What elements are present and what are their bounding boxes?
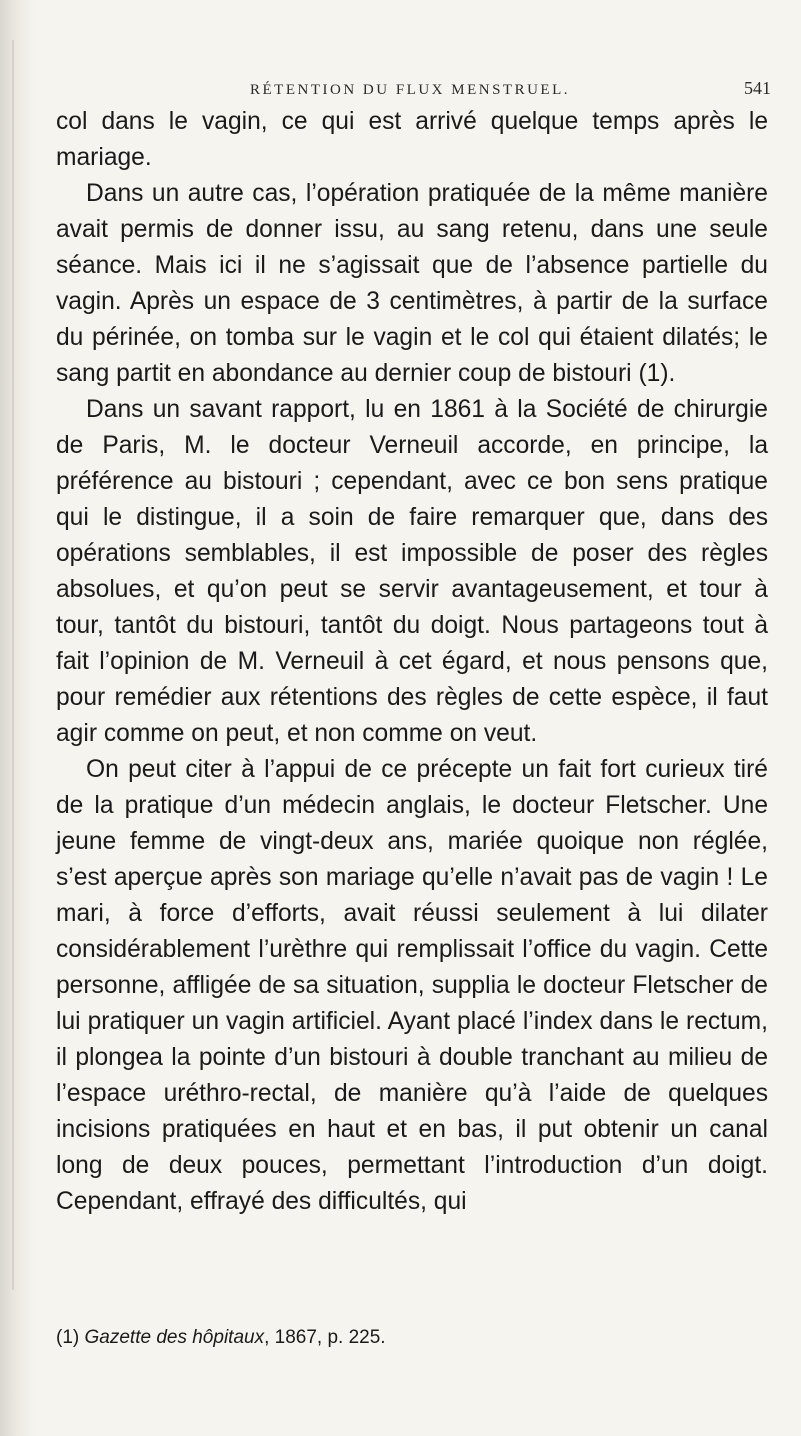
footnote-journal: Gazette des hôpitaux (84, 1327, 265, 1348)
paragraph-3: Dans un savant rapport, lu en 1861 à la Société de chirurgie de Paris, M. le docteur Verneuil accorde, en principe, la préférence au bistouri ; cependant, avec ce bon sens pratique qui le distingue, il a soin de faire remarquer que, dans des opérations semblables, il est impossible de poser des règles absolues, et qu’on peut se servir avantageusement, et tour à tour, tantôt du bistouri, tantôt du doigt. Nous partageons tout à fait l’opinion de M. Verneuil à cet égard, et nous pensons que, pour remédier aux rétentions des règles de cette espèce, il faut agir comme on peut, et non comme on veut. (56, 396, 768, 747)
footnote (56, 1327, 768, 1349)
running-head: RÉTENTION DU FLUX MENSTRUEL. (250, 82, 570, 98)
paragraph-2: Dans un autre cas, l’opération pratiquée de la même manière avait permis de donner issu, au sang retenu, dans une seule séance. Mais ici il ne s’agissait que de l’absence partielle du vagin. Après un espace de 3 centimètres, à partir de la surface du périnée, on tomba sur le vagin et le col qui étaient dilatés; le sang partit en abondance au dernier coup de bistouri (1). (56, 180, 768, 387)
binding-shadow (0, 0, 34, 1436)
paragraph-4: On peut citer à l’appui de ce précepte un fait fort curieux tiré de la pratique d’un médecin anglais, le docteur Fletscher. Une jeune femme de vingt-deux ans, mariée quoique non réglée, s’est aperçue après son mariage qu’elle n’avait pas de vagin ! Le mari, à force d’efforts, avait réussi seulement à lui dilater considérablement l’urèthre qui remplissait l’office du vagin. Cette personne, affligée de sa situation, supplia le docteur Fletscher de lui pratiquer un vagin artificiel. Ayant placé l’index dans le rectum, il plongea la pointe d’un bistouri à double tranchant au milieu de l’espace uréthro-rectal, de manière qu’à l’aide de quelques incisions pratiquées en haut et en bas, il put obtenir un canal long de deux pouces, permettant l’introduction d’un doigt. Cependant, effrayé des difficultés, qui (56, 756, 768, 1215)
footnote-marker: (1) (56, 1327, 80, 1348)
body-text (56, 104, 768, 1220)
footnote-details: , 1867, p. 225. (264, 1327, 386, 1348)
paragraph-1: col dans le vagin, ce qui est arrivé quelque temps après le mariage. (56, 108, 768, 171)
page-number: 541 (744, 78, 771, 98)
binding-line (12, 40, 14, 1290)
